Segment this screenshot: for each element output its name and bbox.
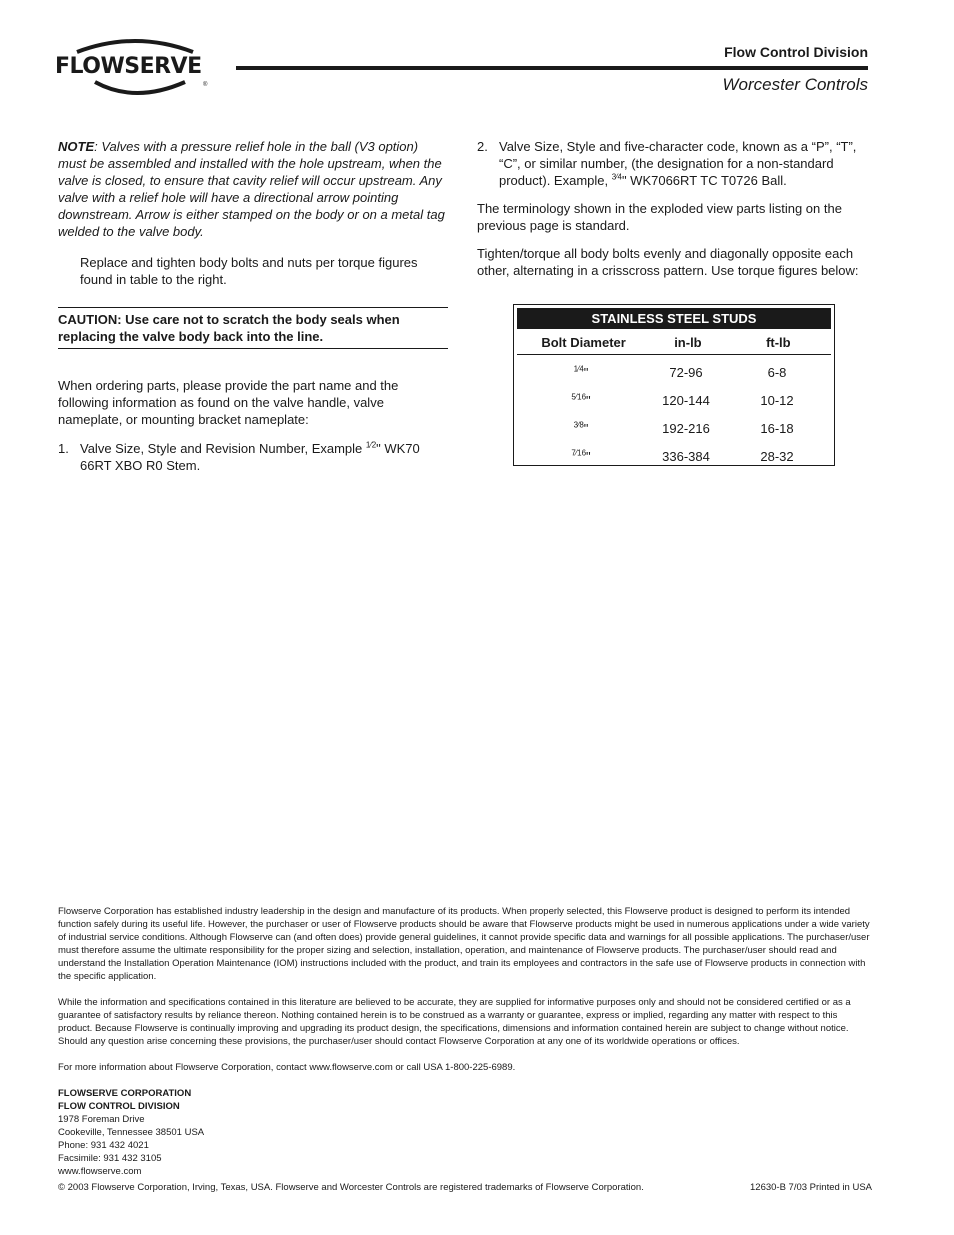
logo-wordmark: FLOWSERVE bbox=[55, 54, 202, 79]
list-number: 1. bbox=[58, 441, 69, 456]
header-rule bbox=[236, 66, 868, 70]
corp-name: FLOWSERVE CORPORATION bbox=[58, 1088, 192, 1099]
ordering-paragraph: When ordering parts, please provide the part name and the following information as found on the valve handle, valve nameplate, or mounting bracket nameplate: bbox=[58, 378, 399, 427]
website-link[interactable]: www.flowserve.com bbox=[58, 1166, 142, 1177]
ft-lb-cell: 16-18 bbox=[760, 421, 794, 436]
note-label: NOTE bbox=[58, 139, 95, 154]
list-item bbox=[477, 138, 867, 189]
note-text: : Valves with a pressure relief hole in the ball (V3 option) must be assembled and installed with the hole upstream, when the valve is closed, to ensure that cavity relief will occur upstream. Any valve with a relief hole will have a directional arrow pointing downstream. Arrow is either stamped on the body or on a metal tag welded to the valve body. bbox=[58, 139, 445, 239]
list-fraction: 3⁄4 bbox=[611, 172, 622, 182]
list-number: 2. bbox=[477, 139, 488, 154]
ft-lb-cell: 10-12 bbox=[760, 393, 794, 408]
note-paragraph bbox=[58, 138, 448, 240]
brand-title: Worcester Controls bbox=[722, 75, 868, 94]
in-lb-cell: 72-96 bbox=[669, 365, 703, 380]
in-lb-cell: 120-144 bbox=[662, 393, 710, 408]
logo-registered-mark: ® bbox=[203, 82, 208, 88]
column-header: ft-lb bbox=[766, 335, 791, 350]
left-column bbox=[58, 138, 448, 474]
list-text-post: " WK7066RT TC T0726 Ball. bbox=[621, 173, 787, 188]
list-text-pre: Valve Size, Style and Revision Number, Example bbox=[80, 441, 366, 456]
division-name: FLOW CONTROL DIVISION bbox=[58, 1101, 180, 1112]
list-fraction: 1⁄2 bbox=[365, 440, 377, 450]
stainless-steel-studs-table bbox=[513, 304, 835, 466]
bolt-diameter-cell: $^{3⁄8}$" bbox=[573, 420, 589, 436]
address-line: Cookeville, Tennessee 38501 USA bbox=[58, 1127, 205, 1138]
bolt-diameter-cell: $^{7⁄16}$" bbox=[571, 448, 591, 464]
in-lb-cell: 192-216 bbox=[662, 421, 710, 436]
disclaimer-paragraph-2: While the information and specifications contained in this literature are believed to be accurate, they are supplied for informative purposes only and should not be considered certified or as a guarantee of satisfactory results by reliance thereon. Nothing contained herein is to be construed as a warranty or guarantee, express or implied, regarding any matter with respect to this product. Because Flowserve is continually improving and upgrading its product design, the specifications, dimensions and information contained herein are subject to change without notice. Should any question arise concerning these provisions, the purchaser/user should contact Flowserve Corporation at any one of its worldwide operations or offices. bbox=[58, 997, 851, 1047]
caution-box bbox=[58, 307, 448, 349]
phone-line: Phone: 931 432 4021 bbox=[58, 1140, 149, 1151]
print-code: 12630-B 7/03 Printed in USA bbox=[750, 1182, 872, 1193]
table-row bbox=[514, 415, 834, 443]
column-header: Bolt Diameter bbox=[541, 335, 626, 350]
table-header-row bbox=[517, 332, 831, 355]
footer-disclaimer bbox=[58, 905, 873, 1178]
table-row bbox=[514, 387, 834, 415]
flowserve-logo bbox=[55, 38, 215, 98]
right-column bbox=[477, 138, 867, 279]
table-row bbox=[514, 443, 834, 471]
ft-lb-cell: 6-8 bbox=[767, 365, 787, 380]
bolt-diameter-cell: $^{5⁄16}$" bbox=[571, 392, 591, 408]
copyright-line: © 2003 Flowserve Corporation, Irving, Texas, USA. Flowserve and Worcester Controls are registered trademarks of Flowserve Corporation. bbox=[58, 1182, 644, 1193]
column-header: in-lb bbox=[674, 335, 702, 350]
disclaimer-paragraph-1: Flowserve Corporation has established industry leadership in the design and manufacture of its products. When properly selected, this Flowserve product is designed to perform its intended function safely during its useful life. However, the purchaser or user of Flowserve products should be aware that Flowserve products might be used in numerous applications under a wide variety of industrial service conditions. Although Flowserve can (and often does) provide general guidelines, it cannot provide specific data and warnings for all possible applications. The purchaser/user must therefore assume the ultimate responsibility for the proper sizing and selection, installation, operation, and maintenance of Flowserve products. The purchaser/user should read and understand the Installation Operation Maintenance (IOM) instructions included with the product, and train its employees and contractors in the safe use of Flowserve products in connection with the specific application. bbox=[58, 906, 870, 982]
list-text-pre: Valve Size, Style and five-character code, known as a “P”, “T”, “C”, or similar number, (the designation for a non-standard product). Example, bbox=[499, 139, 857, 188]
fax-line: Facsimile: 931 432 3105 bbox=[58, 1153, 162, 1164]
replace-instruction: Replace and tighten body bolts and nuts per torque figures found in table to the right. bbox=[80, 255, 418, 287]
division-title: Flow Control Division bbox=[724, 44, 868, 60]
ft-lb-cell: 28-32 bbox=[760, 449, 794, 464]
table-title: STAINLESS STEEL STUDS bbox=[517, 308, 831, 329]
in-lb-cell: 336-384 bbox=[662, 449, 710, 464]
table-body bbox=[514, 355, 834, 471]
table-row bbox=[514, 359, 834, 387]
corporate-address bbox=[58, 1087, 873, 1178]
list-text-post: " WK70 66RT XBO R0 Stem. bbox=[80, 441, 420, 473]
address-line: 1978 Foreman Drive bbox=[58, 1114, 145, 1125]
torque-paragraph: Tighten/torque all body bolts evenly and diagonally opposite each other, alternating in a crisscross pattern. Use torque figures below: bbox=[477, 246, 859, 278]
caution-text: CAUTION: Use care not to scratch the body seals when replacing the valve body back into the line. bbox=[58, 312, 400, 344]
contact-paragraph: For more information about Flowserve Corporation, contact www.flowserve.com or call USA 1-800-225-6989. bbox=[58, 1062, 516, 1073]
bolt-diameter-cell: $^{1⁄4}$" bbox=[573, 364, 589, 380]
terminology-paragraph: The terminology shown in the exploded view parts listing on the previous page is standard. bbox=[477, 201, 842, 233]
list-item bbox=[58, 440, 448, 474]
